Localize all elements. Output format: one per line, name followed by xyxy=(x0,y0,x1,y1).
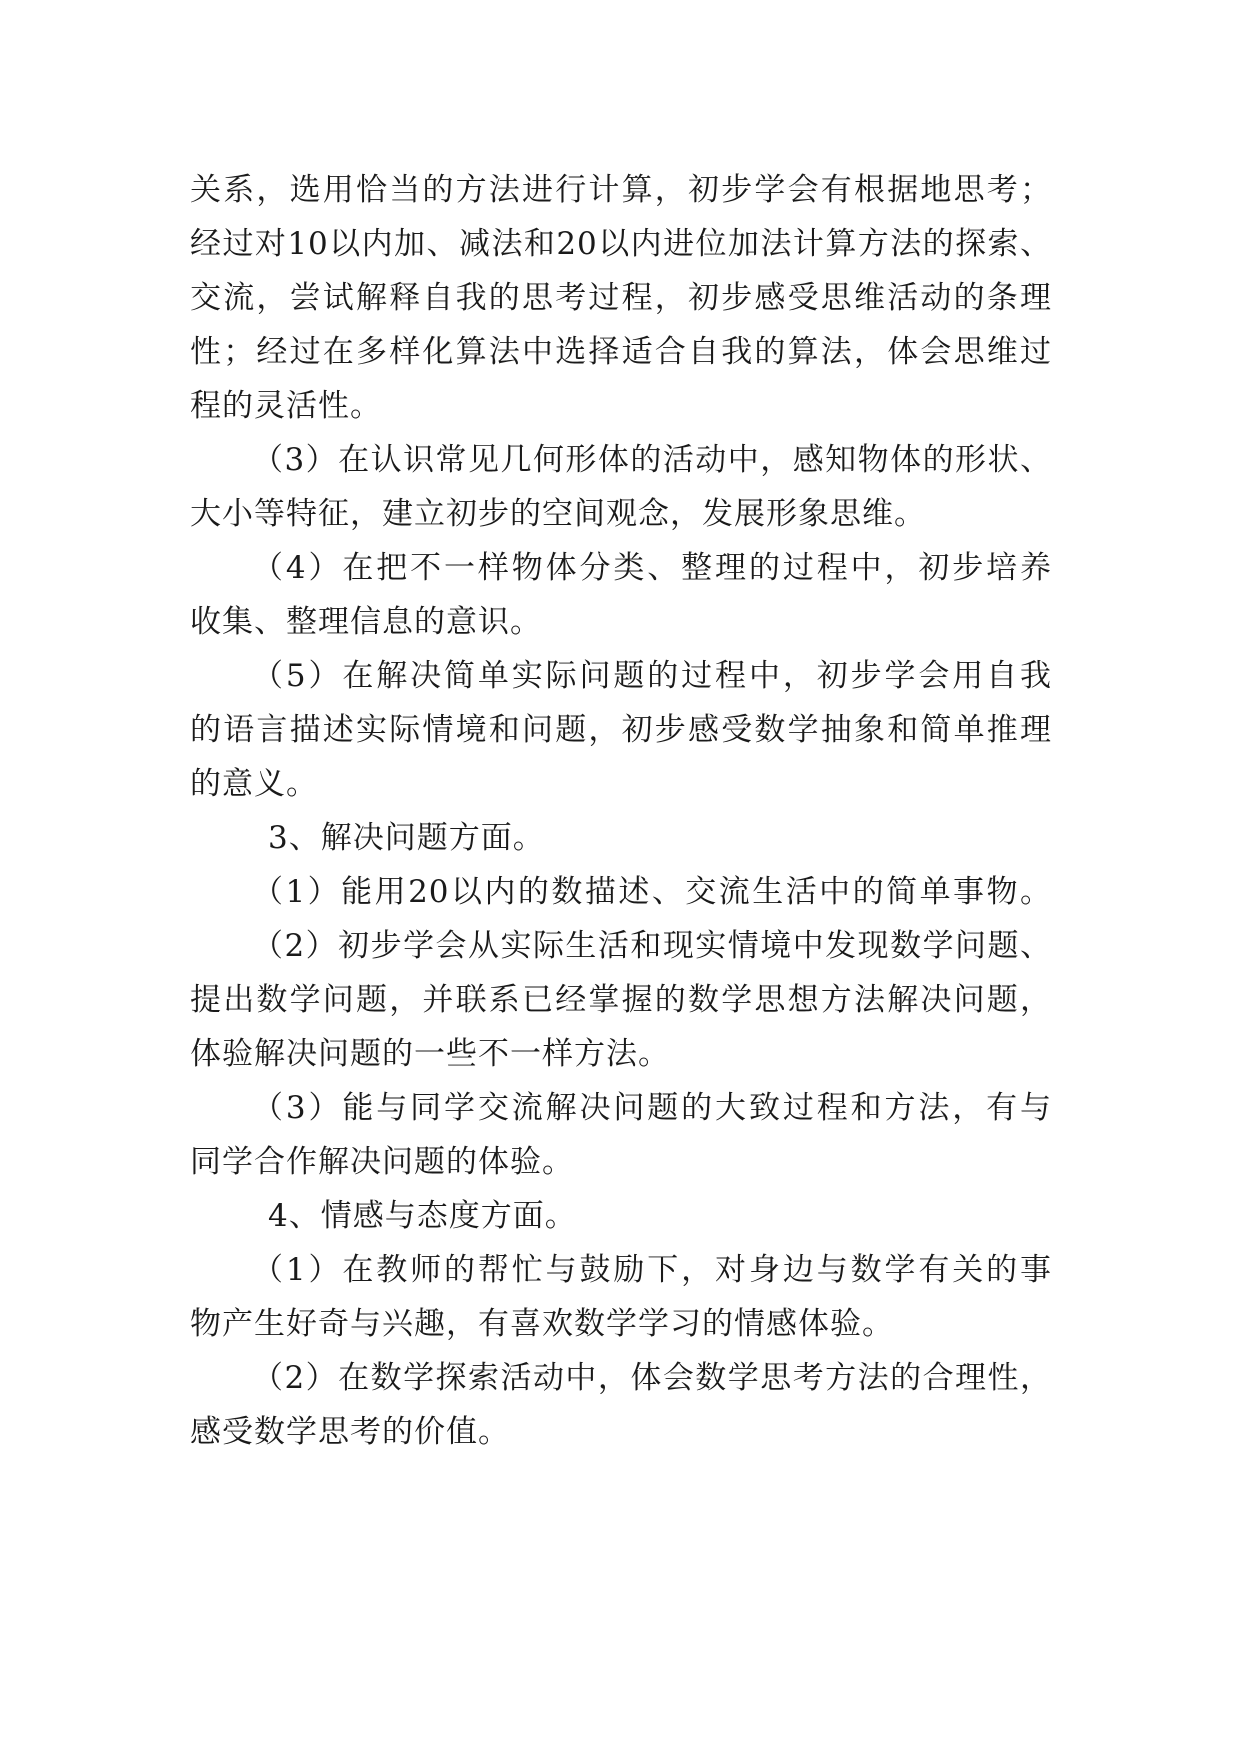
text-line: 感受数学思考的价值。 xyxy=(190,1414,510,1450)
text-line: 体验解决问题的一些不一样方法。 xyxy=(190,1036,670,1072)
text-line: 性；经过在多样化算法中选择适合自我的算法，体会思维过 xyxy=(190,334,1052,370)
section-heading: 4、情感与态度方面。 xyxy=(268,1198,577,1234)
text-line: 大小等特征，建立初步的空间观念，发展形象思维。 xyxy=(190,496,926,532)
text-line: （3）能与同学交流解决问题的大致过程和方法，有与 xyxy=(252,1090,1052,1126)
text-line: （2）初步学会从实际生活和现实情境中发现数学问题、 xyxy=(252,928,1052,964)
text-line: 提出数学问题，并联系已经掌握的数学思想方法解决问题， xyxy=(190,982,1052,1018)
text-line: 关系，选用恰当的方法进行计算，初步学会有根据地思考； xyxy=(190,172,1052,208)
text-line: （1）能用20以内的数描述、交流生活中的简单事物。 xyxy=(252,874,1052,910)
text-line: 交流，尝试解释自我的思考过程，初步感受思维活动的条理 xyxy=(190,280,1052,316)
text-line: 经过对10以内加、减法和20以内进位加法计算方法的探索、 xyxy=(190,226,1052,262)
text-line: （1）在教师的帮忙与鼓励下，对身边与数学有关的事 xyxy=(252,1252,1052,1288)
text-line: 的意义。 xyxy=(190,766,318,802)
text-line: （2）在数学探索活动中，体会数学思考方法的合理性， xyxy=(252,1360,1052,1396)
text-line: （5）在解决简单实际问题的过程中，初步学会用自我 xyxy=(252,658,1052,694)
text-line: 程的灵活性。 xyxy=(190,388,382,424)
text-line: 的语言描述实际情境和问题，初步感受数学抽象和简单推理 xyxy=(190,712,1052,748)
text-line: 收集、整理信息的意识。 xyxy=(190,604,542,640)
section-heading: 3、解决问题方面。 xyxy=(268,820,545,856)
text-line: （4）在把不一样物体分类、整理的过程中，初步培养 xyxy=(252,550,1052,586)
text-line: 同学合作解决问题的体验。 xyxy=(190,1144,574,1180)
text-line: （3）在认识常见几何形体的活动中，感知物体的形状、 xyxy=(252,442,1052,478)
text-line: 物产生好奇与兴趣，有喜欢数学学习的情感体验。 xyxy=(190,1306,894,1342)
